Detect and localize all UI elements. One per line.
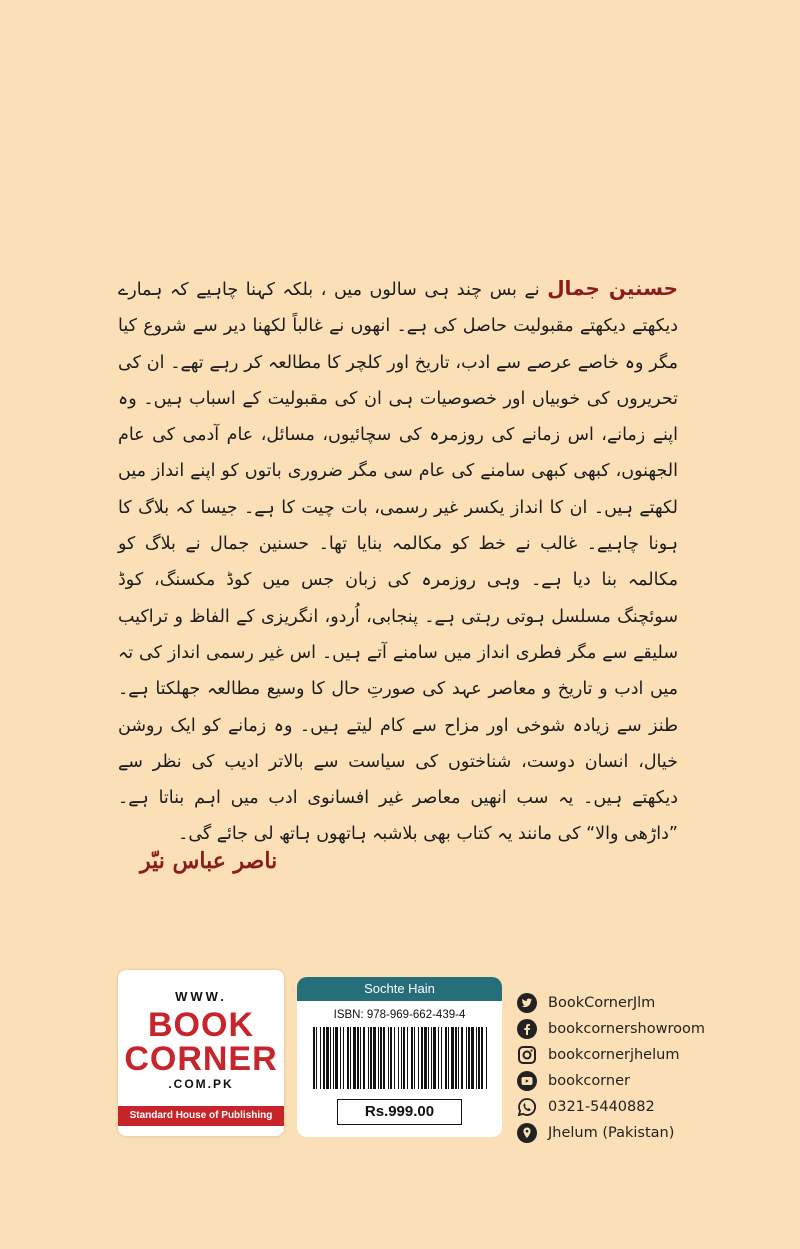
logo-domain: .COM.PK <box>168 1077 234 1091</box>
contact-label: bookcorner <box>548 1073 630 1089</box>
author-name: حسنین جمال <box>547 276 678 300</box>
barcode-stripe <box>320 1027 321 1089</box>
barcode-stripe <box>455 1027 457 1089</box>
book-title-label: Sochte Hain <box>297 977 502 1001</box>
barcode-stripe <box>401 1027 402 1089</box>
barcode-stripe <box>418 1027 419 1089</box>
barcode-stripe <box>398 1027 399 1089</box>
barcode-stripe <box>411 1027 413 1089</box>
logo-book: BOOK <box>148 1006 254 1044</box>
barcode-stripe <box>468 1027 470 1089</box>
barcode-stripe <box>347 1027 349 1089</box>
barcode-stripe <box>478 1027 480 1089</box>
barcode-stripe <box>441 1027 442 1089</box>
isbn-text: ISBN: 978-969-662-439-4 <box>333 1009 466 1021</box>
contact-facebook[interactable] <box>517 1016 705 1042</box>
barcode-stripe <box>343 1027 344 1089</box>
barcode-stripe <box>394 1027 395 1089</box>
barcode-stripe <box>428 1027 429 1089</box>
barcode-stripe <box>458 1027 459 1089</box>
facebook-icon <box>517 1019 537 1039</box>
barcode-stripe <box>421 1027 423 1089</box>
barcode-stripe <box>438 1027 439 1089</box>
contact-label: bookcornershowroom <box>548 1021 705 1037</box>
logo-corner: CORNER <box>124 1040 278 1078</box>
barcode-stripe <box>316 1027 317 1089</box>
contact-label: Jhelum (Pakistan) <box>548 1125 675 1141</box>
contact-twitter[interactable] <box>517 990 705 1016</box>
barcode-stripe <box>373 1027 376 1089</box>
barcode-stripe <box>431 1027 432 1089</box>
barcode-stripe <box>466 1027 467 1089</box>
barcode-stripe <box>383 1027 385 1089</box>
barcode-stripe <box>403 1027 405 1089</box>
contact-label: 0321-5440882 <box>548 1099 655 1115</box>
price-label: Rs.999.00 <box>337 1099 462 1125</box>
contact-label: BookCornerJlm <box>548 995 656 1011</box>
barcode-stripe <box>360 1027 361 1089</box>
barcode-stripe <box>323 1027 325 1089</box>
barcode-stripe <box>451 1027 454 1089</box>
barcode-stripe <box>378 1027 379 1089</box>
contact-instagram[interactable] <box>517 1042 705 1068</box>
barcode-bars <box>311 1027 489 1089</box>
contact-label: bookcornerjhelum <box>548 1047 680 1063</box>
barcode-stripe <box>350 1027 351 1089</box>
barcode-stripe <box>335 1027 338 1089</box>
barcode-stripe <box>471 1027 474 1089</box>
barcode-stripe <box>333 1027 334 1089</box>
whatsapp-icon <box>517 1097 537 1117</box>
youtube-icon <box>517 1071 537 1091</box>
instagram-icon <box>517 1045 537 1065</box>
barcode-box <box>297 977 502 1137</box>
barcode-stripe <box>433 1027 436 1089</box>
barcode-stripe <box>326 1027 329 1089</box>
blurb-body: نے بس چند ہی سالوں میں ، بلکہ کہنا چاہیے کہ ہمارے دیکھتے دیکھتے مقبولیت حاصل کی ہے۔ انھوں نے غالباً لکھنا دیر سے شروع کیا مگر وہ خاصے عرصے سے ادب، تاریخ اور کلچر کا مطالعہ کر رہے تھے۔ ان کی تحریروں کی خوبیاں اور خصوصیات ہی ان کی مقبولیت کے اسباب ہیں۔ وہ اپنے زمانے، اس زمانے کی روزمرہ کی سچائیوں، مسائل، عام آدمی کی عام الجھنوں، کبھی کبھی سامنے کی عام سی مگر ضروری باتوں کو اپنے انداز میں لکھتے ہیں۔ ان کا انداز یکسر غیر رسمی، بات چیت کا ہے۔ جیسا کہ بلاگ کا ہونا چاہیے۔ غالب نے خط کو مکالمہ بنایا تھا۔ حسنین جمال نے بلاگ کو مکالمہ بنا دیا ہے۔ وہی روزمرہ کی زبان جس میں کوڈ مکسنگ، کوڈ سوئچنگ مسلسل ہوتی رہتی ہے۔ پنجابی، اُردو، انگریزی کے الفاظ و تراکیب سلیقے سے مگر فطری انداز میں سامنے آتے ہیں۔ اس غیر رسمی انداز کی تہ میں ادب و تاریخ و معاصر عہد کی صورتِ حال کا وسیع مطالعہ جھلکتا ہے۔ طنز سے زیادہ شوخی اور مزاح سے کام لیتے ہیں۔ وہ زمانے کو ایک روشن خیال، انسان دوست، شناختوں کی سیاست سے بالاتر ادیب کی نظر سے دیکھتے ہیں۔ یہ سب انھیں معاصر غیر افسانوی ادب میں اہم بناتا ہے۔ ”داڑھی والا“ کی مانند یہ کتاب بھی بلاشبہ ہاتھوں ہاتھ لی جائے گی۔ <box>118 280 678 845</box>
logo-www: WWW. <box>175 989 227 1004</box>
location-pin-icon <box>517 1123 537 1143</box>
barcode-stripe <box>390 1027 392 1089</box>
barcode-stripe <box>368 1027 369 1089</box>
blurb-text <box>118 270 678 853</box>
barcode-stripe <box>461 1027 463 1089</box>
barcode-stripe <box>357 1027 359 1089</box>
barcode-stripe <box>340 1027 341 1089</box>
barcode-stripe <box>313 1027 315 1089</box>
barcode-stripe <box>481 1027 483 1089</box>
publisher-logo <box>118 970 284 1136</box>
barcode-stripe <box>370 1027 372 1089</box>
barcode-stripe <box>407 1027 408 1089</box>
barcode-stripe <box>380 1027 382 1089</box>
barcode-stripe <box>414 1027 415 1089</box>
barcode-stripe <box>445 1027 447 1089</box>
logo-tagline: Standard House of Publishing <box>118 1106 284 1126</box>
contact-youtube[interactable] <box>517 1068 705 1094</box>
contact-location[interactable] <box>517 1120 705 1146</box>
twitter-icon <box>517 993 537 1013</box>
barcode-stripe <box>353 1027 356 1089</box>
barcode-stripe <box>330 1027 331 1089</box>
barcode-stripe <box>476 1027 477 1089</box>
barcode-stripe <box>388 1027 389 1089</box>
contact-list <box>517 990 705 1146</box>
contact-whatsapp[interactable] <box>517 1094 705 1120</box>
barcode-stripe <box>486 1027 487 1089</box>
barcode-stripe <box>424 1027 427 1089</box>
barcode-stripe <box>448 1027 449 1089</box>
reviewer-signature: ناصر عباس نیّر <box>140 848 278 874</box>
barcode-stripe <box>363 1027 365 1089</box>
